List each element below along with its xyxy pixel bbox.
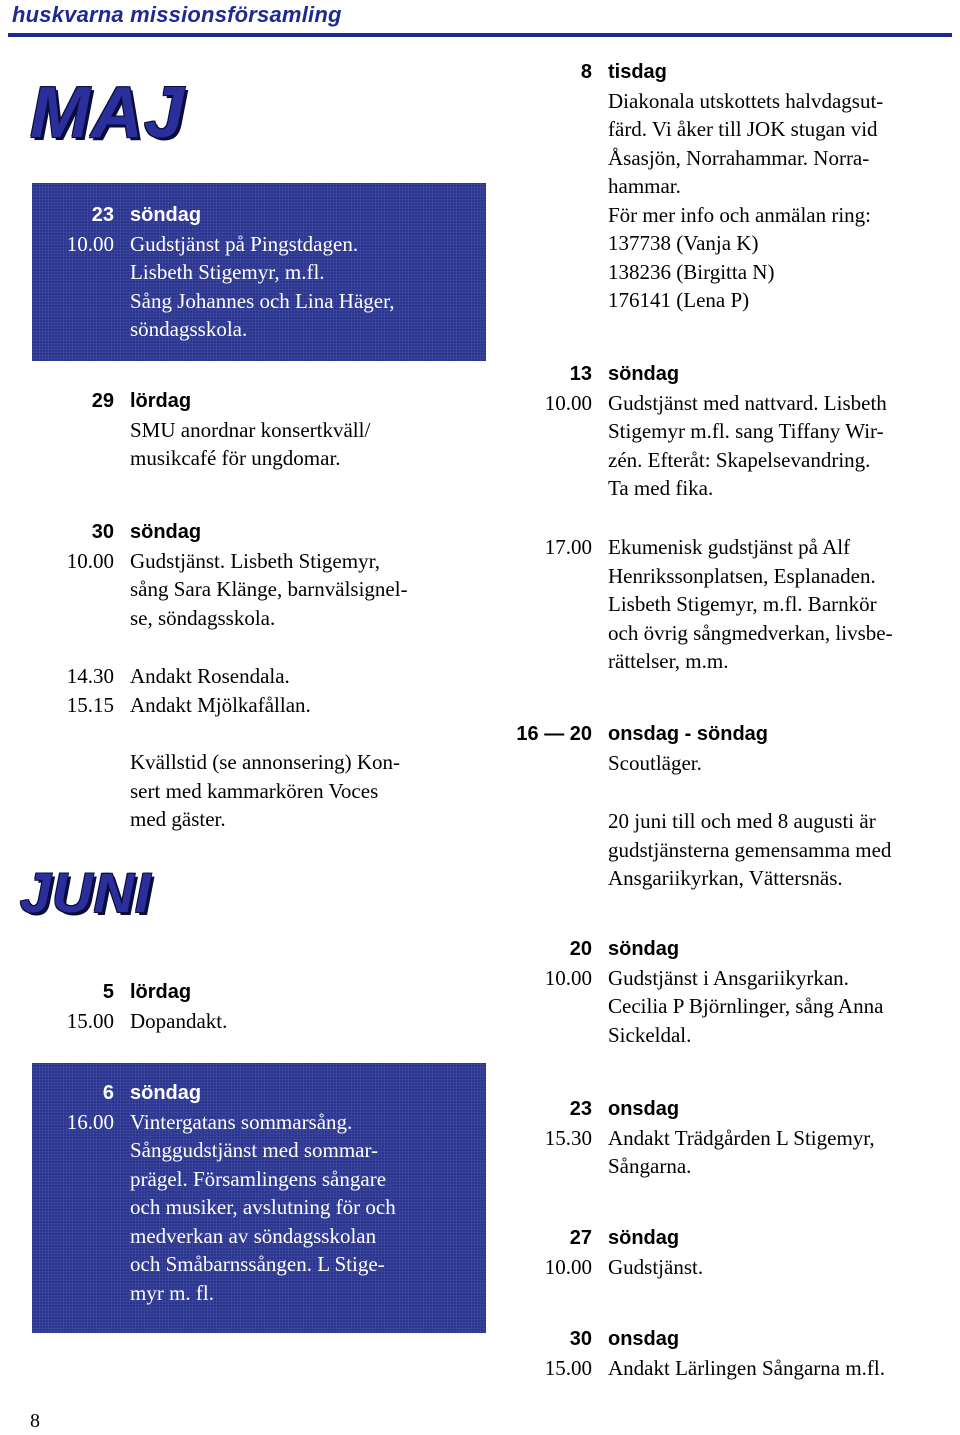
event-text: Ta med fika. <box>608 476 714 500</box>
event-time: 17.00 <box>544 535 592 559</box>
event-text: Gudstjänst med nattvard. Lisbeth <box>608 390 887 415</box>
event-text: Gudstjänst i Ansgariikyrkan. <box>608 965 849 990</box>
event-text: och Småbarnssången. L Stige- <box>130 1252 385 1276</box>
event-text: Henrikssonplatsen, Esplanaden. <box>608 563 876 588</box>
event-day: onsdag <box>608 1328 680 1350</box>
event-time: 15.15 <box>66 692 114 717</box>
event-text: med gäster. <box>130 807 226 831</box>
church-name-header: huskvarna missionsförsamling <box>12 2 342 27</box>
event-text: zén. Efteråt: Skapelsevandring. <box>608 447 871 472</box>
event-text: hammar. <box>608 174 681 198</box>
event-text: Diakonala utskottets halvdagsut- <box>608 88 884 113</box>
event-date: 23 <box>569 1098 592 1120</box>
event-text: Gudstjänst på Pingstdagen. <box>130 231 359 256</box>
event-text: Gudstjänst. Lisbeth Stigemyr, <box>130 548 380 573</box>
event-20-juni <box>0 935 883 1049</box>
event-date: 23 <box>91 204 114 226</box>
event-date: 20 <box>569 938 592 960</box>
event-time: 15.00 <box>66 1008 114 1033</box>
event-time: 14.30 <box>66 664 114 688</box>
event-27-juni <box>0 1224 703 1281</box>
event-text: gudstjänsterna gemensamma med <box>608 837 892 862</box>
header-rule <box>8 33 952 37</box>
event-day: onsdag <box>608 1098 680 1120</box>
event-text: Sångarna. <box>608 1154 692 1178</box>
event-text: Vintergatans sommarsång. <box>130 1109 353 1134</box>
event-date: 16 — 20 <box>516 723 592 745</box>
event-time: 10.00 <box>544 1254 592 1279</box>
event-time: 15.00 <box>544 1355 592 1380</box>
event-date: 13 <box>569 363 592 385</box>
event-date: 27 <box>569 1227 592 1249</box>
event-text: Lisbeth Stigemyr, m.fl. Barnkör <box>608 592 877 616</box>
event-text: Gudstjänst. <box>608 1254 704 1279</box>
event-day: lördag <box>130 981 192 1003</box>
event-text: SMU anordnar konsertkväll/ <box>130 417 371 442</box>
event-text: Ansgariikyrkan, Vättersnäs. <box>608 866 843 890</box>
phone-number: 137738 (Vanja K) <box>608 231 759 255</box>
event-text: och musiker, avslutning för och <box>130 1195 396 1219</box>
event-text: För mer info och anmälan ring: <box>608 202 872 227</box>
event-time: 15.30 <box>544 1125 592 1150</box>
event-text: Ekumenisk gudstjänst på Alf <box>608 535 851 559</box>
event-text: Åsasjön, Norrahammar. Norra- <box>608 145 870 170</box>
event-text: Andakt Lärlingen Sångarna m.fl. <box>608 1355 885 1380</box>
event-text: söndagsskola. <box>130 317 248 341</box>
event-text: sång Sara Klänge, barnvälsignel- <box>130 577 408 601</box>
event-day: söndag <box>608 938 680 960</box>
event-text: Andakt Rosendala. <box>130 664 290 688</box>
event-text: Kvällstid (se annonsering) Kon- <box>130 750 401 774</box>
event-date: 30 <box>569 1328 592 1350</box>
event-30-juni <box>0 1325 885 1382</box>
event-text: prägel. Församlingens sångare <box>130 1166 387 1191</box>
phone-number: 176141 (Lena P) <box>608 288 750 312</box>
event-text: Scoutläger. <box>608 750 702 775</box>
month-heading-maj: MAJ <box>30 73 186 153</box>
event-text: rättelser, m.m. <box>608 649 729 673</box>
event-text: Sång Johannes och Lina Häger, <box>130 288 395 313</box>
event-text: Andakt Trädgården L Stigemyr, <box>608 1125 875 1150</box>
event-text: Dopandakt. <box>130 1008 228 1033</box>
event-text: Lisbeth Stigemyr, m.fl. <box>130 260 325 284</box>
event-date: 5 <box>102 981 114 1003</box>
event-day: onsdag - söndag <box>608 723 768 745</box>
event-text: 20 juni till och med 8 augusti är <box>608 809 876 833</box>
event-text: Cecilia P Björnlinger, sång Anna <box>608 994 884 1018</box>
event-day: lördag <box>130 390 192 412</box>
event-16-20-juni <box>0 720 768 777</box>
event-time: 10.00 <box>544 390 592 415</box>
event-text: Sickeldal. <box>608 1022 692 1047</box>
event-day: söndag <box>130 521 202 543</box>
event-text: medverkan av söndagsskolan <box>130 1223 377 1248</box>
event-13-juni <box>0 360 887 503</box>
event-day: tisdag <box>608 61 667 83</box>
event-time: 10.00 <box>544 965 592 990</box>
event-time: 10.00 <box>66 231 114 256</box>
month-heading-juni: JUNI <box>20 861 152 924</box>
event-text: färd. Vi åker till JOK stugan vid <box>608 117 878 141</box>
event-date: 6 <box>102 1082 114 1104</box>
event-text: Andakt Mjölkafållan. <box>130 692 311 717</box>
event-text: musikcafé för ungdomar. <box>130 446 341 470</box>
event-13-juni-ekumenisk <box>0 533 893 676</box>
event-text: myr m. fl. <box>130 1280 214 1305</box>
event-text: Stigemyr m.fl. sang Tiffany Wir- <box>608 419 884 443</box>
event-23-juni <box>0 1095 875 1181</box>
event-day: söndag <box>608 363 680 385</box>
event-date: 30 <box>91 521 114 543</box>
event-text: Sånggudstjänst med sommar- <box>130 1138 379 1162</box>
event-day: söndag <box>130 1082 202 1104</box>
event-8-juni <box>0 58 883 315</box>
page-number: 8 <box>30 1410 40 1432</box>
event-text: sert med kammarkören Voces <box>130 778 379 803</box>
event-time: 16.00 <box>66 1109 114 1134</box>
event-date: 29 <box>91 390 114 412</box>
event-date: 8 <box>580 61 592 83</box>
event-day: söndag <box>608 1227 680 1249</box>
notice-gemensamma-gudstjanster <box>0 807 891 893</box>
event-text: se, söndagsskola. <box>130 605 276 630</box>
event-time: 10.00 <box>66 548 114 573</box>
event-text: och övrig sångmedverkan, livsbe- <box>608 620 893 645</box>
phone-number: 138236 (Birgitta N) <box>608 259 775 284</box>
event-day: söndag <box>130 204 202 226</box>
